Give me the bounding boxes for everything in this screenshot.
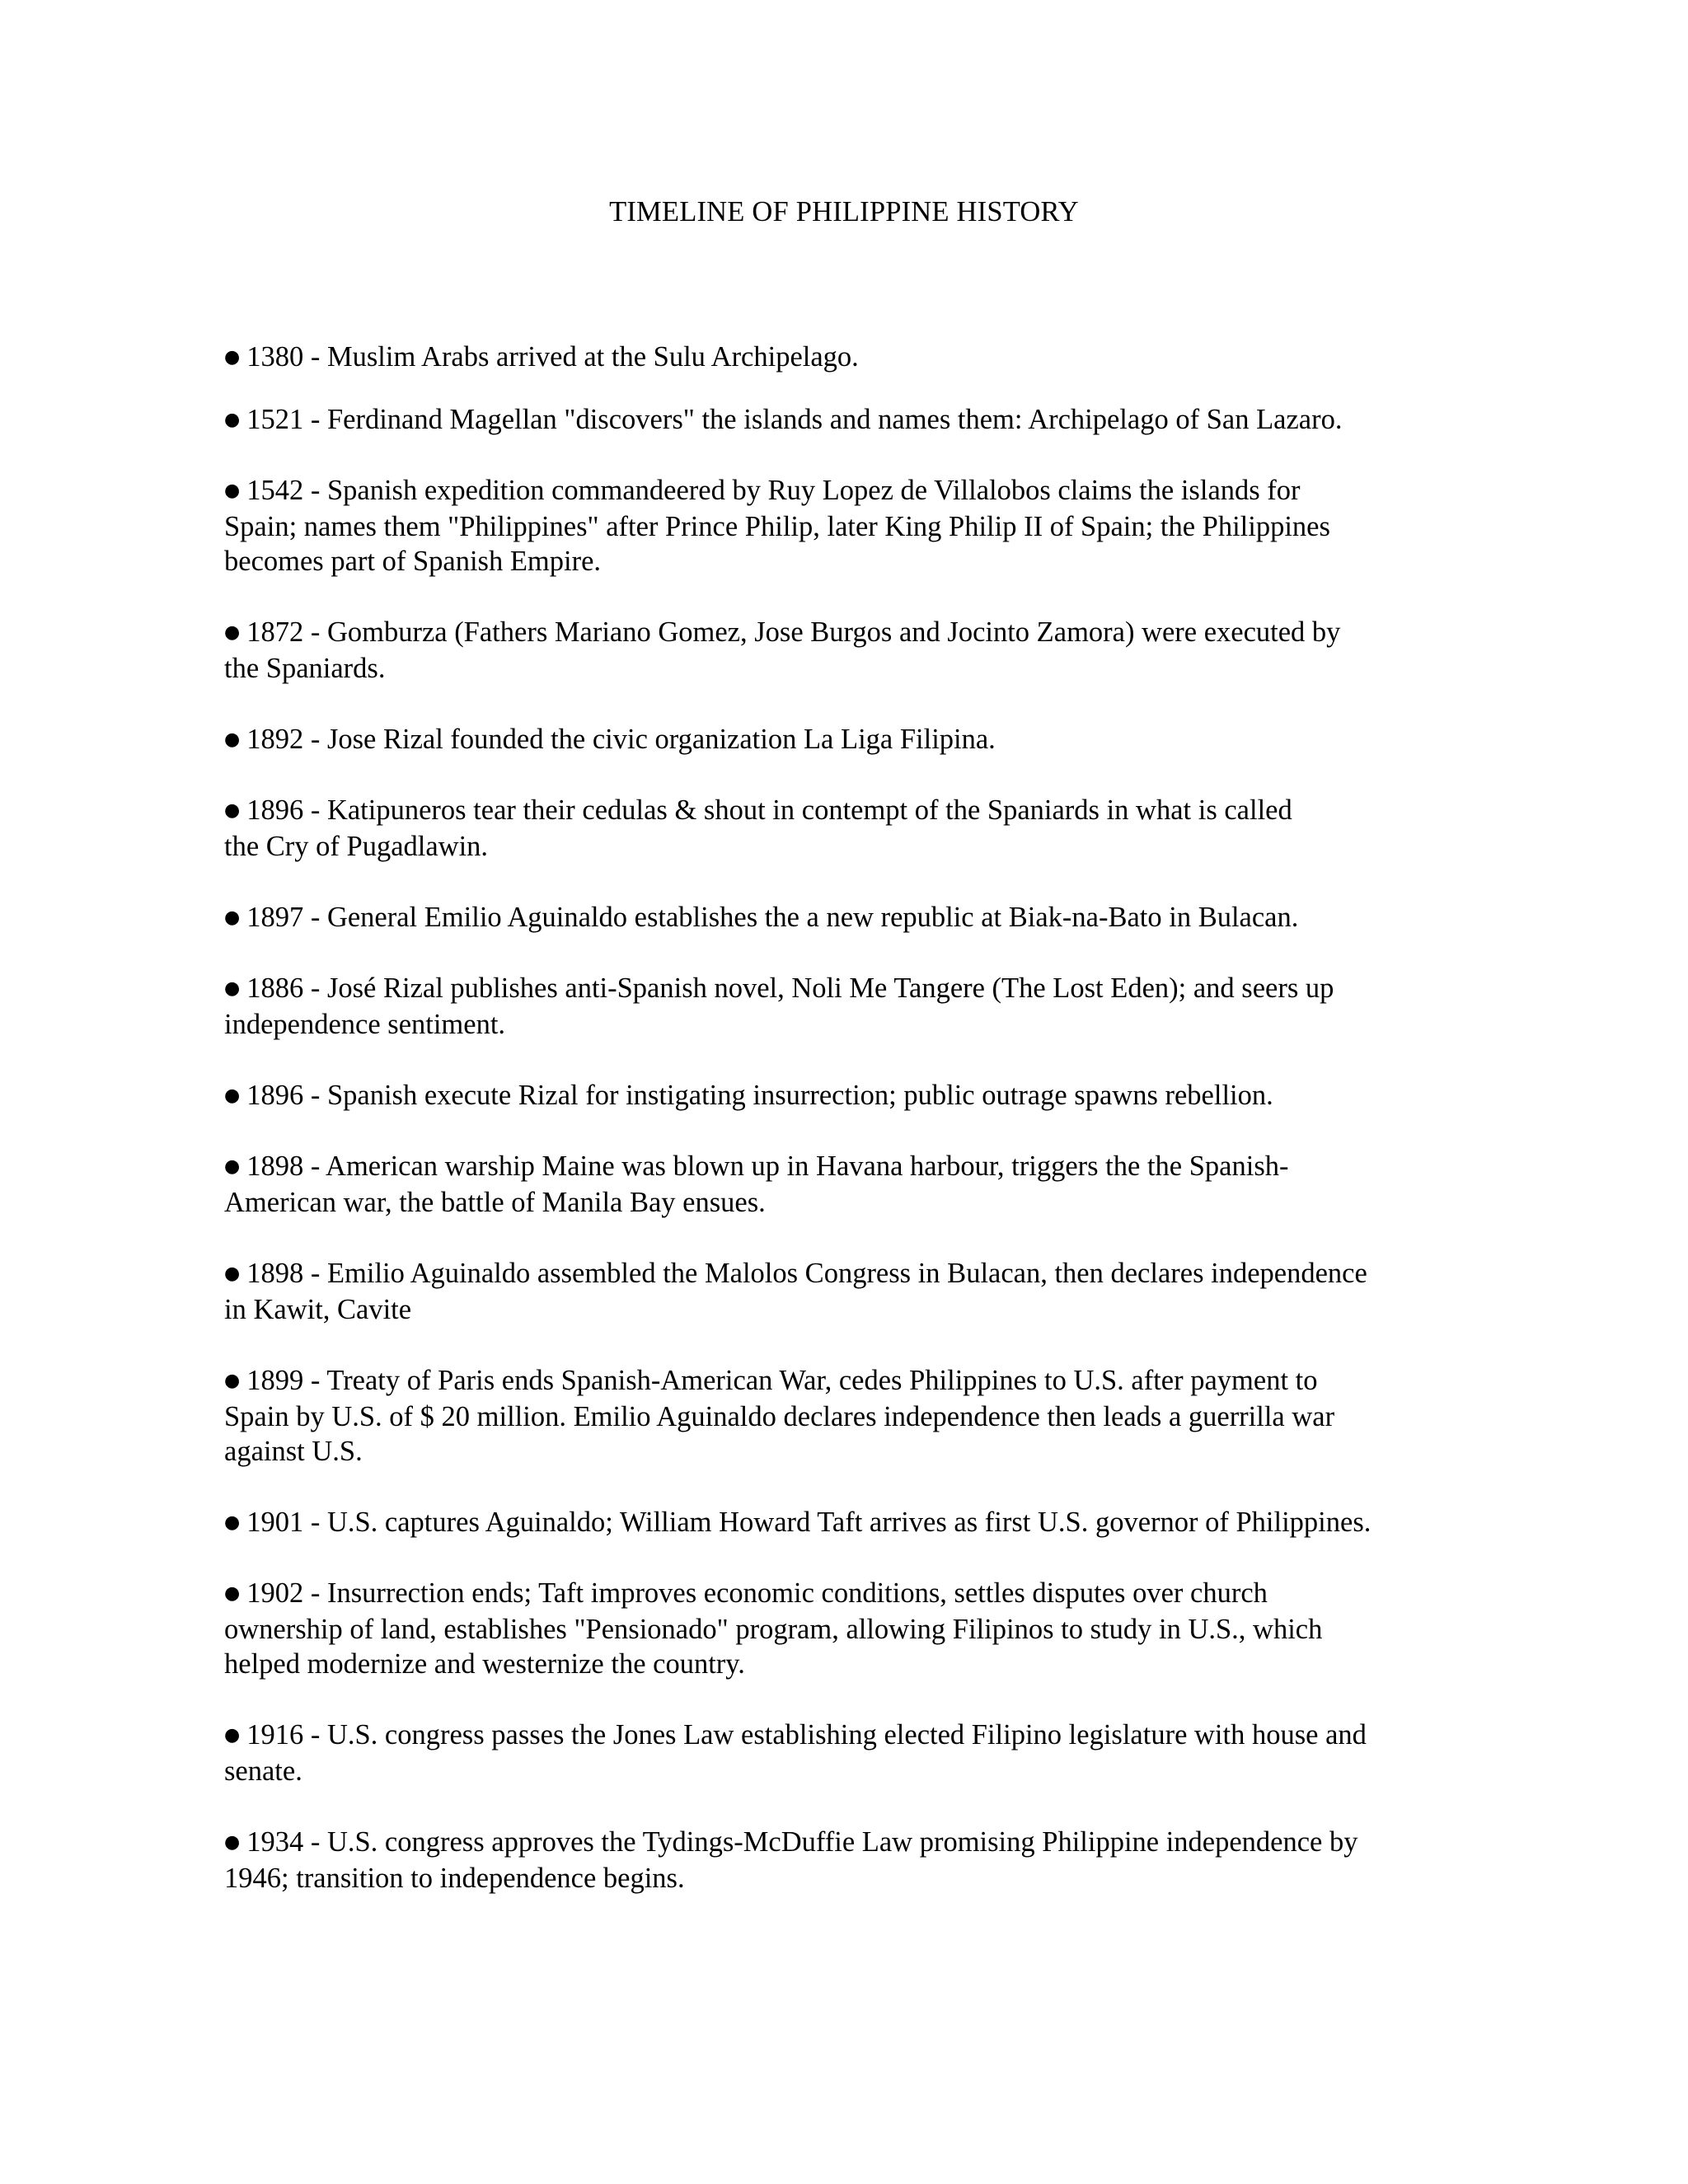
timeline-text-continuation: Spain; names them "Philippines" after Prince Philip, later King Philip II of Spain; the Philippines <box>224 510 1330 542</box>
timeline-entry-first-line: ● 1897 - General Emilio Aguinaldo establishes the a new republic at Biak-na-Bato in Bulacan. <box>224 900 1452 936</box>
timeline-text-continuation: 1946; transition to independence begins. <box>224 1862 685 1894</box>
timeline-entry-first-line: ● 1896 - Katipuneros tear their cedulas & shout in contempt of the Spaniards in what is called <box>224 793 1452 829</box>
document-title: TIMELINE OF PHILIPPINE HISTORY <box>609 196 1079 227</box>
timeline-text: General Emilio Aguinaldo establishes the a new republic at Biak-na-Bato in Bulacan. <box>326 902 1299 933</box>
timeline-entry-first-line: ● 1934 - U.S. congress approves the Tydings-McDuffie Law promising Philippine independence by <box>224 1825 1452 1861</box>
timeline-entry <box>224 615 1452 686</box>
timeline-text-continuation: senate. <box>224 1755 302 1787</box>
timeline-entry <box>224 1363 1452 1469</box>
timeline-text: Muslim Arabs arrived at the Sulu Archipelago. <box>326 341 859 373</box>
timeline-text-continuation: the Cry of Pugadlawin. <box>224 830 489 862</box>
bullet-icon: ● <box>224 978 241 999</box>
timeline-year: 1542 <box>246 475 304 506</box>
timeline-entry-first-line: ● 1542 - Spanish expedition commandeered by Ruy Lopez de Villalobos claims the islands for <box>224 473 1452 509</box>
timeline-text-continuation: in Kawit, Cavite <box>224 1293 412 1325</box>
timeline-entry-first-line: ● 1902 - Insurrection ends; Taft improves economic conditions, settles disputes over church <box>224 1576 1452 1612</box>
bullet-icon: ● <box>224 1371 241 1391</box>
timeline-year: 1902 <box>246 1577 304 1609</box>
timeline-text-continuation: the Spaniards. <box>224 652 386 684</box>
timeline-text-continuation: helped modernize and westernize the country. <box>224 1648 745 1680</box>
timeline-text: Insurrection ends; Taft improves economic conditions, settles disputes over church <box>326 1577 1268 1609</box>
bullet-icon: ● <box>224 800 241 821</box>
timeline-entry <box>224 900 1452 936</box>
timeline-year: 1896 <box>246 794 304 826</box>
timeline-entry-first-line: ● 1896 - Spanish execute Rizal for instigating insurrection; public outrage spawns rebellion. <box>224 1078 1452 1114</box>
bullet-icon: ● <box>224 1156 241 1177</box>
timeline-text: Jose Rizal founded the civic organization La Liga Filipina. <box>326 724 996 755</box>
timeline-entry <box>224 1256 1452 1327</box>
timeline-text: Katipuneros tear their cedulas & shout in contempt of the Spaniards in what is called <box>326 794 1292 826</box>
timeline-text-continuation: ownership of land, establishes "Pensionado" program, allowing Filipinos to study in U.S., which <box>224 1613 1323 1645</box>
timeline-entry <box>224 473 1452 579</box>
bullet-icon: ● <box>224 1583 241 1604</box>
bullet-icon: ● <box>224 1085 241 1106</box>
timeline-text-continuation: against U.S. <box>224 1436 363 1467</box>
timeline-entry <box>224 722 1452 758</box>
timeline-text-continuation: American war, the battle of Manila Bay ensues. <box>224 1186 766 1218</box>
timeline-entry-first-line: ● 1380 - Muslim Arabs arrived at the Sulu Archipelago. <box>224 340 1452 376</box>
bullet-icon: ● <box>224 1725 241 1746</box>
timeline-entry <box>224 1149 1452 1220</box>
timeline-entry <box>224 1718 1452 1788</box>
timeline-text: U.S. captures Aguinaldo; William Howard Taft arrives as first U.S. governor of Philippines. <box>326 1507 1372 1538</box>
timeline-text: Spanish execute Rizal for instigating insurrection; public outrage spawns rebellion. <box>326 1080 1273 1111</box>
timeline-entry <box>224 1825 1452 1896</box>
timeline-entry-first-line: ● 1898 - Emilio Aguinaldo assembled the Malolos Congress in Bulacan, then declares independence <box>224 1256 1452 1292</box>
timeline-entry-first-line: ● 1521 - Ferdinand Magellan "discovers" the islands and names them: Archipelago of San Lazaro. <box>224 402 1452 438</box>
timeline-year: 1872 <box>246 616 304 648</box>
bullet-icon: ● <box>224 729 241 750</box>
bullet-icon: ● <box>224 347 241 368</box>
timeline-year: 1899 <box>246 1365 304 1396</box>
timeline-text: Emilio Aguinaldo assembled the Malolos Congress in Bulacan, then declares independence <box>326 1258 1367 1289</box>
timeline-entry-first-line: ● 1901 - U.S. captures Aguinaldo; William Howard Taft arrives as first U.S. governor of Philippines. <box>224 1505 1452 1541</box>
timeline-entry <box>224 402 1452 438</box>
timeline-entry <box>224 1505 1452 1541</box>
timeline-year: 1934 <box>246 1826 304 1858</box>
timeline-text: American warship Maine was blown up in Havana harbour, triggers the the Spanish- <box>326 1151 1289 1182</box>
timeline-year: 1886 <box>246 972 304 1004</box>
timeline-text: U.S. congress passes the Jones Law establishing elected Filipino legislature with house and <box>326 1719 1367 1750</box>
timeline-year: 1896 <box>246 1080 304 1111</box>
timeline-year: 1380 <box>246 341 304 373</box>
timeline-year: 1901 <box>246 1507 304 1538</box>
timeline-text-continuation: Spain by U.S. of $ 20 million. Emilio Aguinaldo declares independence then leads a guerrilla war <box>224 1400 1335 1432</box>
timeline-year: 1897 <box>246 902 304 933</box>
timeline-entry-first-line: ● 1872 - Gomburza (Fathers Mariano Gomez, Jose Burgos and Jocinto Zamora) were executed by <box>224 615 1452 651</box>
bullet-icon: ● <box>224 1512 241 1533</box>
timeline-entry-first-line: ● 1886 - José Rizal publishes anti-Spanish novel, Noli Me Tangere (The Lost Eden); and seers up <box>224 971 1452 1007</box>
bullet-icon: ● <box>224 907 241 928</box>
timeline-year: 1916 <box>246 1719 304 1750</box>
timeline-entry <box>224 1576 1452 1682</box>
bullet-icon: ● <box>224 410 241 430</box>
timeline-entry <box>224 340 1452 376</box>
timeline-text: José Rizal publishes anti-Spanish novel, Noli Me Tangere (The Lost Eden); and seers up <box>326 972 1334 1004</box>
bullet-icon: ● <box>224 1263 241 1284</box>
timeline-text: Treaty of Paris ends Spanish-American War, cedes Philippines to U.S. after payment to <box>326 1365 1318 1396</box>
bullet-icon: ● <box>224 480 241 501</box>
timeline-text-continuation: independence sentiment. <box>224 1008 506 1040</box>
timeline-text: Spanish expedition commandeered by Ruy Lopez de Villalobos claims the islands for <box>326 475 1301 506</box>
timeline-entry-first-line: ● 1898 - American warship Maine was blown up in Havana harbour, triggers the the Spanish- <box>224 1149 1452 1185</box>
timeline-entry-first-line: ● 1916 - U.S. congress passes the Jones Law establishing elected Filipino legislature with house and <box>224 1718 1452 1754</box>
timeline-entry-first-line: ● 1892 - Jose Rizal founded the civic organization La Liga Filipina. <box>224 722 1452 758</box>
timeline-text: Gomburza (Fathers Mariano Gomez, Jose Burgos and Jocinto Zamora) were executed by <box>326 616 1341 648</box>
timeline-entry <box>224 1078 1452 1114</box>
timeline-year: 1898 <box>246 1258 304 1289</box>
bullet-icon: ● <box>224 1832 241 1853</box>
timeline-year: 1521 <box>246 404 304 435</box>
timeline-entry-first-line: ● 1899 - Treaty of Paris ends Spanish-American War, cedes Philippines to U.S. after payment to <box>224 1363 1452 1399</box>
timeline-text: Ferdinand Magellan "discovers" the islands and names them: Archipelago of San Lazaro. <box>326 404 1343 435</box>
timeline-text-continuation: becomes part of Spanish Empire. <box>224 546 602 577</box>
bullet-icon: ● <box>224 622 241 643</box>
timeline-text: U.S. congress approves the Tydings-McDuffie Law promising Philippine independence by <box>326 1826 1358 1858</box>
timeline-entry <box>224 793 1452 864</box>
timeline-entry <box>224 971 1452 1042</box>
timeline-year: 1898 <box>246 1151 304 1182</box>
timeline-year: 1892 <box>246 724 304 755</box>
